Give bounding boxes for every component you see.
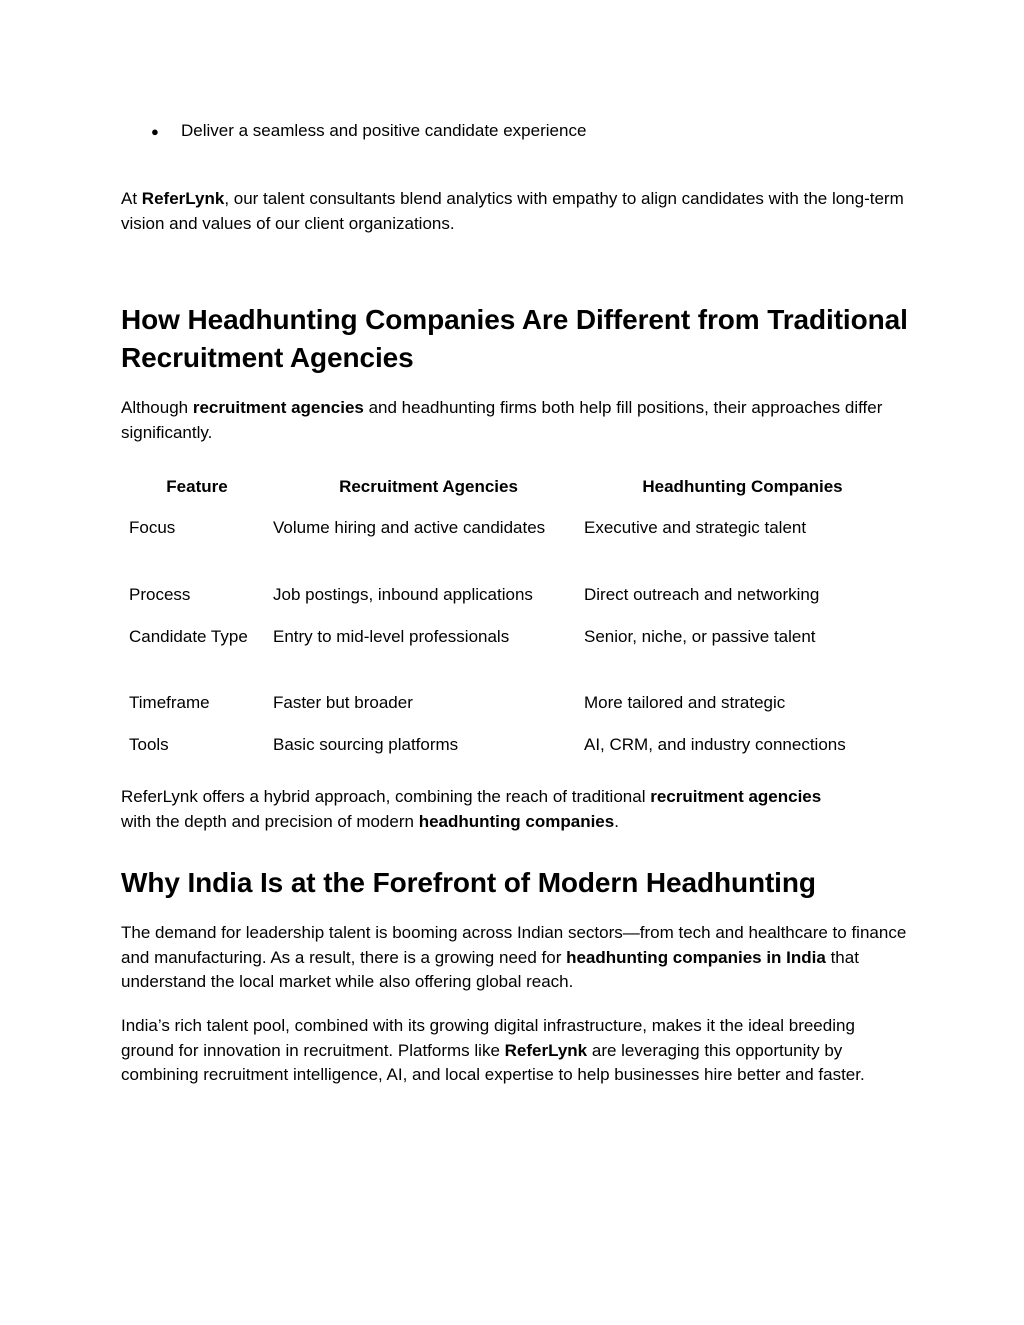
table-row [121,500,901,566]
india-p2-rest: are leveraging this opportunity by combining recruitment intelligence, AI, and local expertise to help businesses hire better and faster. [121,1040,865,1084]
india-p1-prefix: The demand for leadership talent is booming across Indian sectors—from tech and healthcare to finance and manufacturing. As a result, there is a growing need for [121,923,907,967]
table-cell: Direct outreach and networking [584,585,820,604]
column-header-recruitment-agencies: Recruitment Agencies [339,476,518,496]
summary-paragraph [121,785,911,834]
india-p2-prefix: India’s rich talent pool, combined with its growing digital infrastructure, makes it the ideal breeding ground for innovation in recruitment. Platforms like [121,1016,855,1060]
section1-bold: recruitment agencies [192,398,364,417]
table-row [121,674,901,716]
summary-middle: with the depth and precision of modern [121,811,419,831]
table-cell: AI, CRM, and industry connections [584,735,846,754]
table-row [121,566,901,608]
table-cell: Tools [129,735,169,754]
intro-paragraph [121,187,911,236]
table-row [121,716,901,758]
table-cell: Job postings, inbound applications [273,585,533,604]
intro-prefix: At [121,189,142,208]
table-cell: More tailored and strategic [584,693,786,712]
table-cell: Senior, niche, or passive talent [584,627,816,646]
india-p1-bold: headhunting companies in India [566,947,826,967]
list-item [151,119,586,145]
table-cell: Entry to mid-level professionals [273,627,510,646]
table-cell: Candidate Type [129,627,248,646]
section1-prefix: Although [121,398,193,417]
column-header-headhunting-companies: Headhunting Companies [642,476,843,496]
section-heading-differences: How Headhunting Companies Are Different from Traditional Recruitment Agencies [121,304,908,373]
summary-prefix: ReferLynk offers a hybrid approach, combining the reach of traditional [121,787,651,806]
section1-paragraph [121,396,911,445]
intro-brand: ReferLynk [141,189,225,208]
table-cell: Executive and strategic talent [584,518,807,537]
summary-bold-1: recruitment agencies [650,787,822,806]
table-row [121,608,901,674]
table-cell: Focus [129,518,176,537]
table-cell: Process [129,585,191,604]
table-cell: Basic sourcing platforms [273,735,459,754]
india-paragraph-1 [121,921,911,995]
table-cell: Faster but broader [273,693,413,712]
india-p2-bold: ReferLynk [504,1040,588,1060]
table-cell: Volume hiring and active candidates [273,518,546,537]
summary-bold-2: headhunting companies [418,811,615,831]
section1-rest: and headhunting firms both help fill positions, their approaches differ significantly. [121,398,883,442]
list-item-text: Deliver a seamless and positive candidate experience [181,121,587,140]
bullet-icon: ● [151,124,159,139]
india-p1-rest: that understand the local market while also offering global reach. [121,947,859,991]
comparison-table [121,474,901,758]
india-paragraph-2 [121,1014,911,1088]
intro-rest: , our talent consultants blend analytics with empathy to align candidates with the long-term vision and values of our client organizations. [121,189,904,233]
table-cell: Timeframe [129,693,210,712]
section-heading-india: Why India Is at the Forefront of Modern Headhunting [121,867,816,898]
table-header-row [121,474,901,500]
column-header-feature: Feature [166,476,228,496]
summary-suffix: . [614,811,619,831]
